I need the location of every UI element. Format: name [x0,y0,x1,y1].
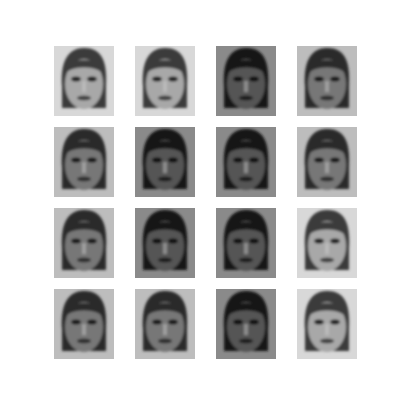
face-r4c2 [135,289,195,359]
face-r2c4 [297,127,357,197]
face-r1c3 [216,46,276,116]
face-r2c2 [135,127,195,197]
face-r2c1 [54,127,114,197]
face-r3c3 [216,208,276,278]
face-r3c4 [297,208,357,278]
face-r1c2 [135,46,195,116]
face-r4c3 [216,289,276,359]
face-r2c3 [216,127,276,197]
face-r3c2 [135,208,195,278]
face-r4c4 [297,289,357,359]
face-r3c1 [54,208,114,278]
face-r4c1 [54,289,114,359]
face-r1c4 [297,46,357,116]
face-r1c1 [54,46,114,116]
